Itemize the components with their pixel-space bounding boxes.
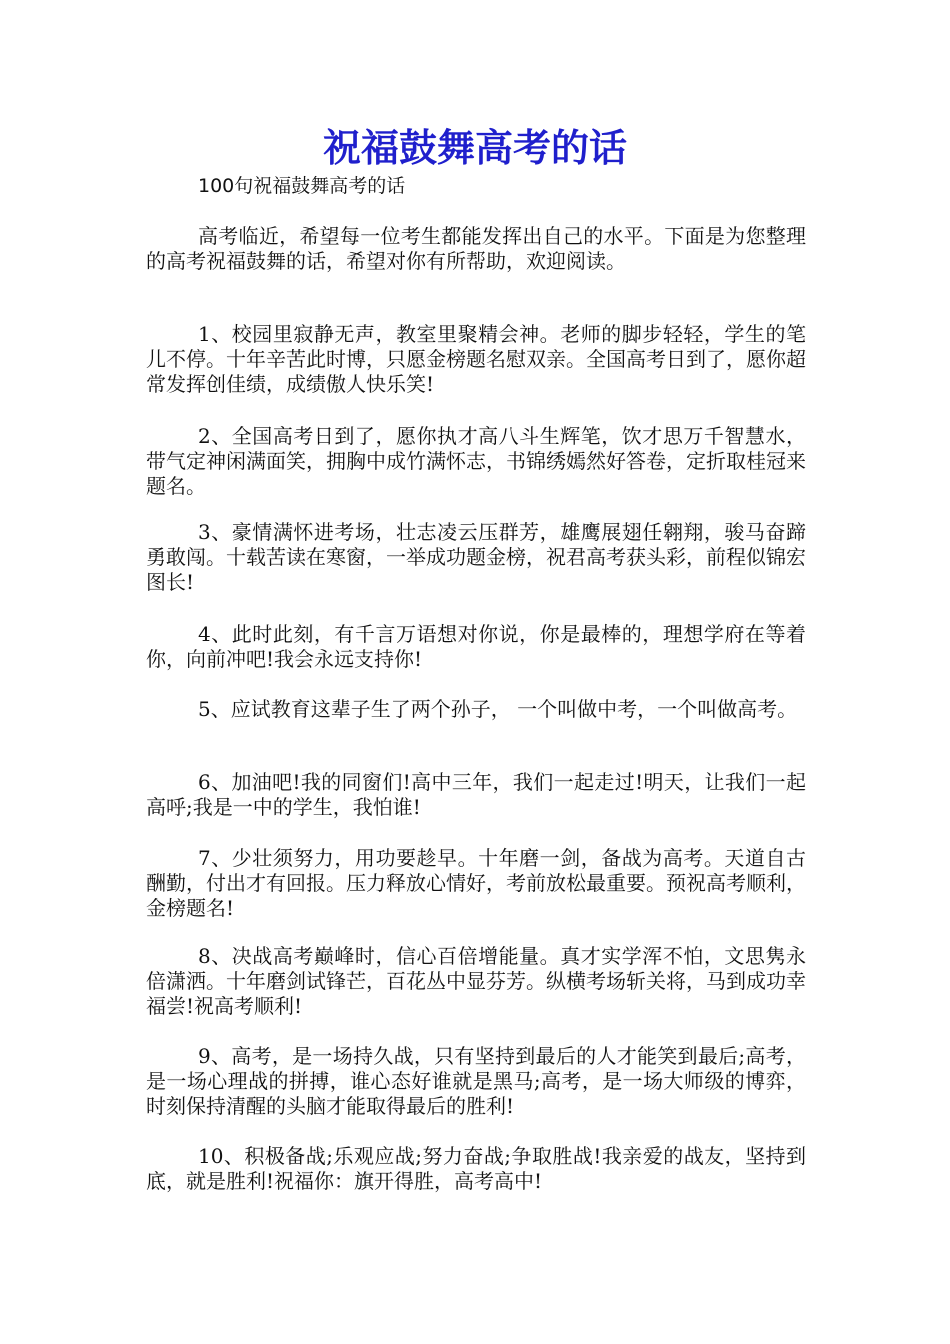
blessing-item-2: 2、全国高考日到了，愿你执才高八斗生辉笔，饮才思万千智慧水，带气定神闲满面笑，拥胸中成竹满怀志，书锦绣嫣然好答卷，定折取桂冠来题名。 (146, 424, 806, 498)
blessing-item-9: 9、高考，是一场持久战，只有坚持到最后的人才能笑到最后;高考，是一场心理战的拼搏，谁心态好谁就是黑马;高考，是一场大师级的博弈，时刻保持清醒的头脑才能取得最后的胜利! (146, 1044, 806, 1118)
intro-paragraph: 高考临近，希望每一位考生都能发挥出自己的水平。下面是为您整理的高考祝福鼓舞的话，希望对你有所帮助，欢迎阅读。 (146, 224, 806, 273)
document-subtitle: 100句祝福鼓舞高考的话 (198, 175, 406, 197)
blessing-item-10: 10、积极备战;乐观应战;努力奋战;争取胜战!我亲爱的战友，坚持到底，就是胜利!祝福你：旗开得胜，高考高中! (146, 1144, 806, 1193)
blessing-item-1: 1、校园里寂静无声，教室里聚精会神。老师的脚步轻轻，学生的笔儿不停。十年辛苦此时博，只愿金榜题名慰双亲。全国高考日到了，愿你超常发挥创佳绩，成绩傲人快乐笑! (146, 322, 806, 396)
blessing-item-4: 4、此时此刻，有千言万语想对你说，你是最棒的，理想学府在等着你，向前冲吧!我会永远支持你! (146, 622, 806, 671)
blessing-item-8: 8、决战高考巅峰时，信心百倍增能量。真才实学浑不怕，文思隽永倍潇洒。十年磨剑试锋芒，百花丛中显芬芳。纵横考场斩关将，马到成功幸福尝!祝高考顺利! (146, 944, 806, 1018)
blessing-item-5: 5、应试教育这辈子生了两个孙子， 一个叫做中考，一个叫做高考。 (198, 697, 798, 721)
blessing-item-7: 7、少壮须努力，用功要趁早。十年磨一剑，备战为高考。天道自古酬勤，付出才有回报。压力释放心情好，考前放松最重要。预祝高考顺利，金榜题名! (146, 846, 806, 920)
blessing-item-6: 6、加油吧!我的同窗们!高中三年，我们一起走过!明天，让我们一起高呼;我是一中的学生，我怕谁! (146, 770, 806, 819)
blessing-item-3: 3、豪情满怀进考场，壮志凌云压群芳，雄鹰展翅任翱翔，骏马奋蹄勇敢闯。十载苦读在寒窗，一举成功题金榜，祝君高考获头彩，前程似锦宏图长! (146, 520, 806, 594)
document-title: 祝福鼓舞高考的话 (322, 125, 627, 170)
